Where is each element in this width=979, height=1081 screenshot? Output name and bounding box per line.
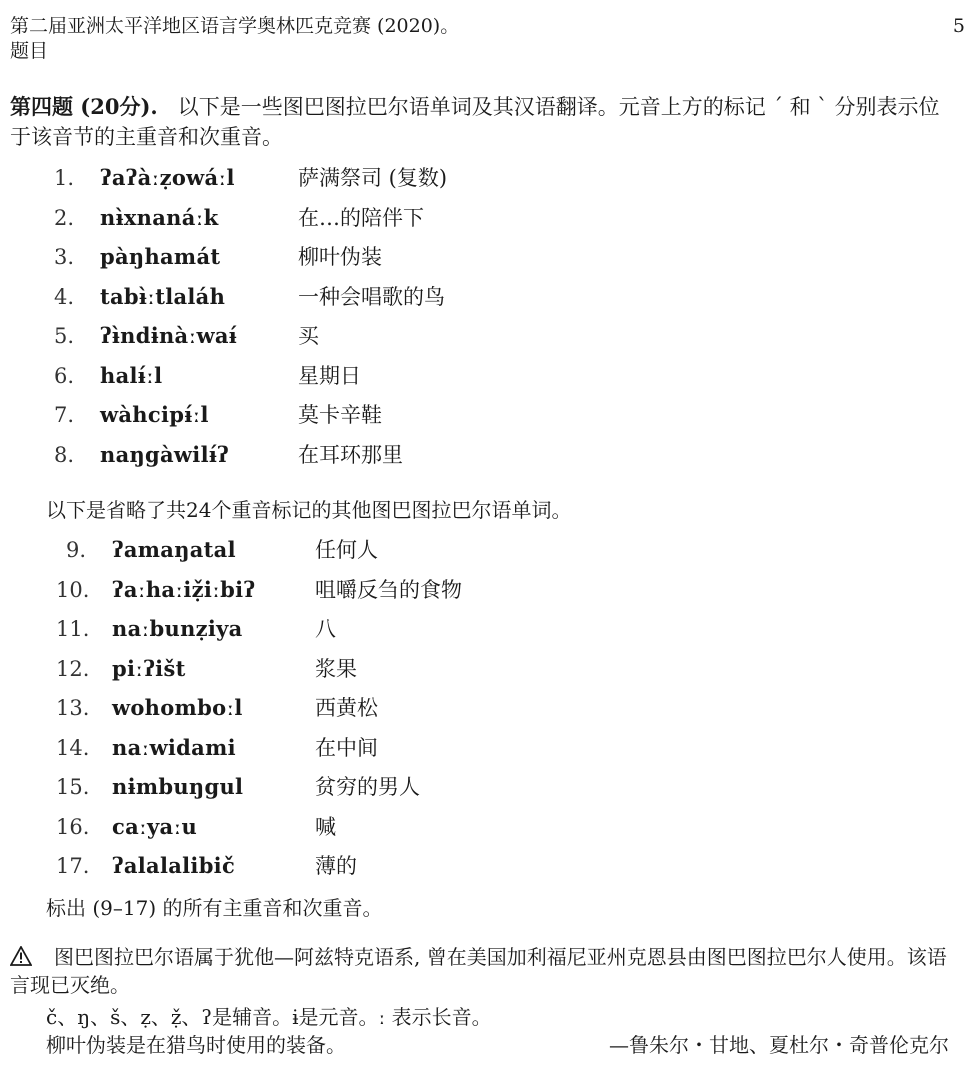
chinese-translation: 一种会唱歌的鸟 <box>298 284 445 309</box>
problem-intro: 以下是一些图巴图拉巴尔语单词及其汉语翻译。元音上方的标记 ˊ 和 ˋ 分别表示位于该音节的主重音和次重音。 <box>10 95 940 149</box>
row-number: 14. <box>56 735 90 760</box>
chinese-translation: 西黄松 <box>315 696 378 720</box>
page-header <box>10 14 965 64</box>
tubatulabal-word: ʔaʔàːẓowáːl <box>100 165 235 190</box>
chinese-translation: 喊 <box>315 814 336 839</box>
note-line-1: 图巴图拉巴尔语属于犹他—阿兹特克语系, 曾在美国加利福尼亚州克恩县由图巴图拉巴尔人使用。该语言现已灭绝。 <box>10 945 947 997</box>
row-number: 17. <box>56 854 90 878</box>
page-number: 5 <box>952 15 965 37</box>
warning-triangle-icon <box>10 943 54 971</box>
chinese-translation: 薄的 <box>315 854 357 878</box>
row-number: 10. <box>56 577 90 602</box>
row-number: 3. <box>53 245 74 269</box>
tubatulabal-word: naːbunẓiya <box>112 616 243 641</box>
tubatulabal-word: wàhcipɨ́ːl <box>100 402 209 427</box>
chinese-translation: 买 <box>298 324 319 348</box>
row-number: 6. <box>53 363 74 388</box>
tubatulabal-word: ʔamaŋatal <box>112 537 236 562</box>
tubatulabal-word: naŋgàwilɨ́ʔ <box>100 441 230 467</box>
chinese-translation: 星期日 <box>298 363 361 388</box>
tubatulabal-word: nɨmbuŋgul <box>112 774 244 799</box>
row-number: 2. <box>53 205 74 230</box>
chinese-translation: 咀嚼反刍的食物 <box>315 577 462 602</box>
note-line-2: č、ŋ、š、ẓ、ẓ̌、ʔ是辅音。ɨ是元音。ː 表示长音。 <box>46 1005 492 1029</box>
chinese-translation: 在中间 <box>315 735 378 760</box>
note-line-3: 柳叶伪装是在猎鸟时使用的装备。 <box>46 1033 346 1057</box>
row-number: 5. <box>53 324 74 348</box>
problem-label: 第四题 (20分). <box>10 94 158 119</box>
author-credit: —鲁朱尔・甘地、夏杜尔・奇普伦克尔 <box>609 1033 949 1057</box>
row-number: 9. <box>65 538 86 562</box>
row-number: 7. <box>53 403 74 427</box>
row-number: 1. <box>53 166 74 190</box>
header-title: 第二届亚洲太平洋地区语言学奥林匹克竞赛 (2020)。 <box>10 15 460 37</box>
chinese-translation: 任何人 <box>315 538 378 562</box>
row-number: 11. <box>56 617 90 641</box>
row-number: 15. <box>56 775 90 799</box>
tubatulabal-word: tabɨ̀ːtlaláh <box>100 283 226 309</box>
tubatulabal-word: nɨ̀xnanáːk <box>100 204 219 230</box>
chinese-translation: 八 <box>315 617 336 641</box>
row-number: 13. <box>56 696 90 720</box>
tubatulabal-word: naːwidami <box>112 734 236 760</box>
tubatulabal-word: caːyaːu <box>112 813 198 839</box>
tubatulabal-word: ʔɨ̀ndɨnàːwaɨ́ <box>100 323 238 348</box>
row-number: 4. <box>53 284 74 309</box>
chinese-translation: 浆果 <box>315 656 357 681</box>
chinese-translation: 柳叶伪装 <box>298 245 382 269</box>
chinese-translation: 在耳环那里 <box>298 442 403 467</box>
middle-instruction: 以下是省略了共24个重音标记的其他图巴图拉巴尔语单词。 <box>46 498 572 522</box>
chinese-translation: 在…的陪伴下 <box>298 205 424 230</box>
row-number: 12. <box>56 656 90 681</box>
tubatulabal-word: pàŋhamát <box>100 244 221 269</box>
note-paragraph <box>10 943 955 999</box>
chinese-translation: 莫卡辛鞋 <box>298 403 382 427</box>
header-subtitle: 题目 <box>10 40 49 62</box>
chinese-translation: 贫穷的男人 <box>315 775 420 799</box>
tubatulabal-word: wohomboːl <box>112 695 243 720</box>
tubatulabal-word: piːʔišt <box>112 655 186 681</box>
tubatulabal-word: ʔalalalibič <box>112 853 236 878</box>
question-text: 标出 (9–17) 的所有主重音和次重音。 <box>46 896 383 920</box>
tubatulabal-word: halɨ́ːl <box>100 362 163 388</box>
problem-statement <box>10 92 955 152</box>
row-number: 8. <box>53 442 74 467</box>
tubatulabal-word: ʔaːhaːiẓ̌iːbiʔ <box>112 576 256 602</box>
chinese-translation: 萨满祭司 (复数) <box>298 166 448 190</box>
row-number: 16. <box>56 814 90 839</box>
